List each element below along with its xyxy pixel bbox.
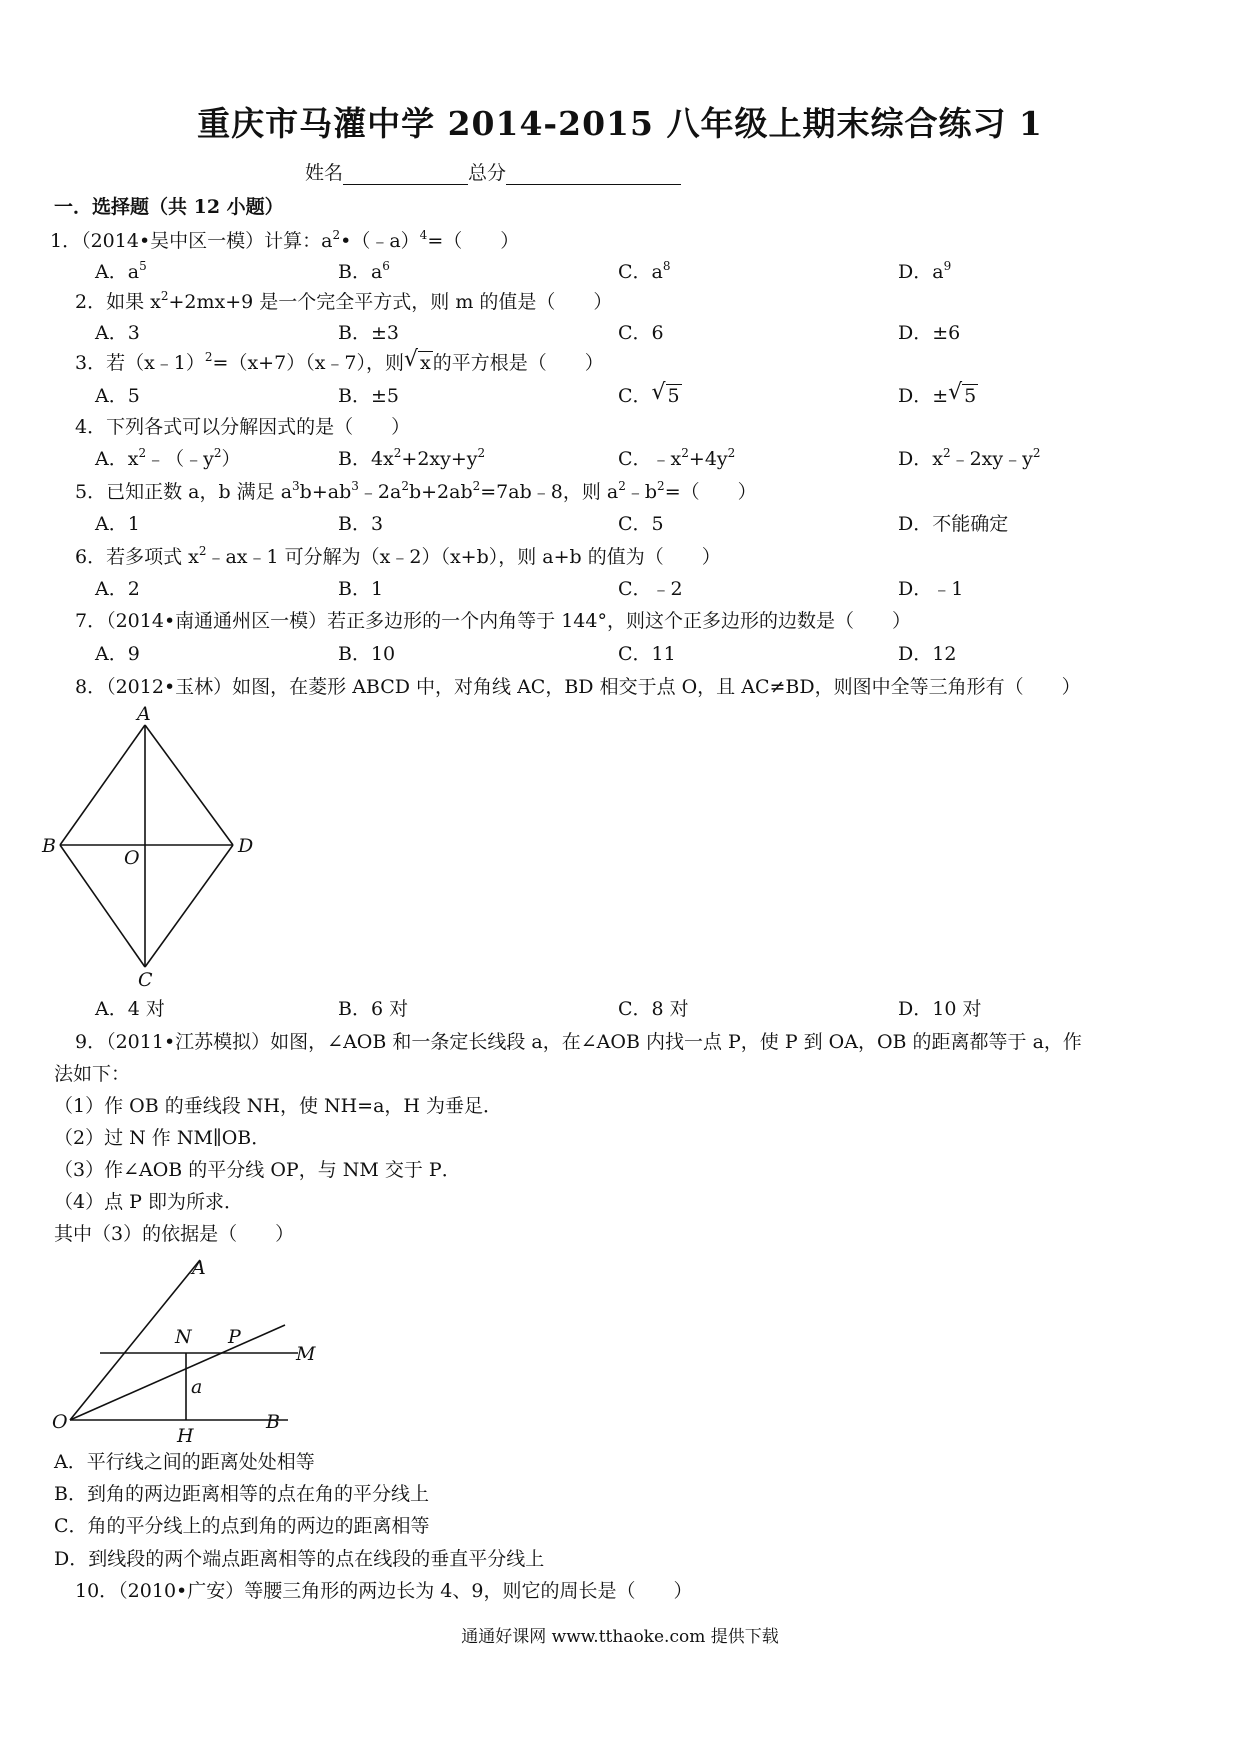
question-8: 8．（2012•玉林）如图，在菱形 ABCD 中，对角线 AC，BD 相交于点 O，且 AC≠BD，则图中全等三角形有（ ） [75, 676, 1081, 698]
label-c: C [138, 969, 153, 991]
q2-option-a[interactable]: A．3 [95, 322, 140, 344]
question-7: 7．（2014•南通通州区一模）若正多边形的一个内角等于 144°，则这个正多边形的边数是（ ） [75, 610, 911, 632]
q9-step-2: （2）过 N 作 NM∥OB． [54, 1127, 271, 1149]
label-m: M [296, 1343, 316, 1365]
question-6: 6．若多项式 $x^2﹣ax﹣1$ 可分解为（x﹣2）（x+b），则 a+b 的值为（ ） [75, 544, 721, 568]
q7-option-d[interactable]: D．12 [898, 643, 957, 665]
question-9-line1: 9．（2011•江苏模拟）如图，∠AOB 和一条定长线段 a，在∠AOB 内找一点 P，使 P 到 OA，OB 的距离都等于 a，作 [75, 1031, 1082, 1053]
q1-text: 1．（2014•吴中区一模）计算：a [50, 230, 333, 252]
page-title: 重庆市马灌中学 2014-2015 八年级上期末综合练习 1 [197, 104, 1043, 143]
q8-option-c[interactable]: C．8 对 [618, 998, 689, 1020]
question-1 [50, 230, 519, 252]
q1-sup: 4 [419, 228, 428, 242]
question-10: 10．（2010•广安）等腰三角形的两边长为 4、9，则它的周长是（ ） [75, 1580, 693, 1602]
side-ad [145, 725, 233, 845]
q9-option-b[interactable]: B．到角的两边距离相等的点在角的平分线上 [54, 1483, 429, 1505]
label-a: A [192, 1257, 206, 1279]
q4-option-d[interactable]: D．$x^2﹣2xy﹣y^2$ [898, 446, 1041, 470]
score-label: 总分 [468, 162, 507, 184]
q9-option-a[interactable]: A．平行线之间的距离处处相等 [54, 1451, 315, 1473]
q1-option-a[interactable]: A．$a^5$ [95, 259, 147, 283]
q4-option-b[interactable]: B．$4x^2+2xy+y^2$ [338, 446, 486, 470]
q9-option-c[interactable]: C．角的平分线上的点到角的两边的距离相等 [54, 1515, 430, 1537]
q7-option-c[interactable]: C．11 [618, 643, 676, 665]
q6-option-a[interactable]: A．2 [95, 578, 140, 600]
q2-option-b[interactable]: B．±3 [338, 322, 399, 344]
q1-option-d[interactable]: D．$a^9$ [898, 259, 952, 283]
q9-step-3: （3）作∠AOB 的平分线 OP，与 NM 交于 P． [54, 1159, 461, 1181]
q1-text: •（﹣a） [340, 230, 420, 252]
q7-option-b[interactable]: B．10 [338, 643, 396, 665]
q9-step-1: （1）作 OB 的垂线段 NH，使 NH=a，H 为垂足． [54, 1095, 503, 1117]
q9-step-4: （4）点 P 即为所求． [54, 1191, 243, 1213]
label-h: H [177, 1425, 194, 1447]
q5-option-d[interactable]: D．不能确定 [898, 513, 1009, 535]
label-p: P [228, 1326, 241, 1348]
label-b: B [42, 835, 56, 857]
q8-option-a[interactable]: A．4 对 [95, 998, 165, 1020]
label-a: A [137, 705, 151, 725]
angle-bisector-figure [40, 1252, 340, 1447]
q6-option-d[interactable]: D．﹣1 [898, 578, 964, 600]
q6-option-c[interactable]: C．﹣2 [618, 578, 683, 600]
q4-option-c[interactable]: C．$﹣x^2+4y^2$ [618, 446, 736, 470]
q5-option-a[interactable]: A．1 [95, 513, 140, 535]
q1-option-b[interactable]: B．$a^6$ [338, 259, 390, 283]
page-footer: 通通好课网 www.tthaoke.com 提供下载 [461, 1627, 779, 1647]
question-2: 2．如果 $x^2+2mx+9$ 是一个完全平方式，则 m 的值是（ ） [75, 289, 613, 313]
name-blank[interactable] [343, 166, 468, 185]
q1-option-c[interactable]: C．$a^8$ [618, 259, 671, 283]
label-o: O [52, 1411, 68, 1433]
q7-option-a[interactable]: A．9 [95, 643, 140, 665]
q3-option-d[interactable]: D．± √ 5 [898, 380, 977, 407]
score-blank[interactable] [506, 166, 681, 185]
side-dc [145, 845, 233, 967]
q9-option-d[interactable]: D．到线段的两个端点距离相等的点在线段的垂直平分线上 [54, 1548, 545, 1570]
question-3: 3．若（x﹣1）$^2$=（x+7）（x﹣7），则 √ x 的平方根是（ ） [75, 347, 604, 374]
section-heading: 一．选择题（共 12 小题） [54, 196, 284, 218]
q9-question: 其中（3）的依据是（ ） [54, 1223, 295, 1245]
q1-text: =（ ） [427, 230, 520, 252]
sqrt-symbol: √ x [404, 347, 431, 374]
name-score-line [305, 158, 681, 185]
question-5: 5．已知正数 a，b 满足 $a^3b+ab^3﹣2a^2b+2ab^2=7ab﹣8$，则 $a^2﹣b^2=$（ ） [75, 479, 757, 503]
q2-option-d[interactable]: D．±6 [898, 322, 961, 344]
q3-option-c[interactable]: C． √ 5 [618, 380, 680, 407]
label-b: B [266, 1411, 280, 1433]
q2-option-c[interactable]: C．6 [618, 322, 664, 344]
q5-option-c[interactable]: C．5 [618, 513, 664, 535]
q3-option-b[interactable]: B．±5 [338, 385, 399, 407]
side-ab [60, 725, 145, 845]
name-label: 姓名 [305, 162, 344, 184]
q8-option-b[interactable]: B．6 对 [338, 998, 409, 1020]
rhombus-figure [40, 705, 280, 995]
q8-option-d[interactable]: D．10 对 [898, 998, 982, 1020]
label-d: D [238, 835, 254, 857]
q4-option-a[interactable]: A．$x^2﹣(﹣y^2)$ [95, 446, 241, 470]
question-9-line2: 法如下： [54, 1063, 131, 1085]
q6-option-b[interactable]: B．1 [338, 578, 384, 600]
label-o: O [124, 847, 140, 869]
label-a-length: a [191, 1376, 203, 1398]
q1-sup: 2 [332, 228, 341, 242]
q3-option-a[interactable]: A．5 [95, 385, 140, 407]
question-4: 4．下列各式可以分解因式的是（ ） [75, 416, 411, 438]
label-n: N [175, 1326, 192, 1348]
q5-option-b[interactable]: B．3 [338, 513, 384, 535]
